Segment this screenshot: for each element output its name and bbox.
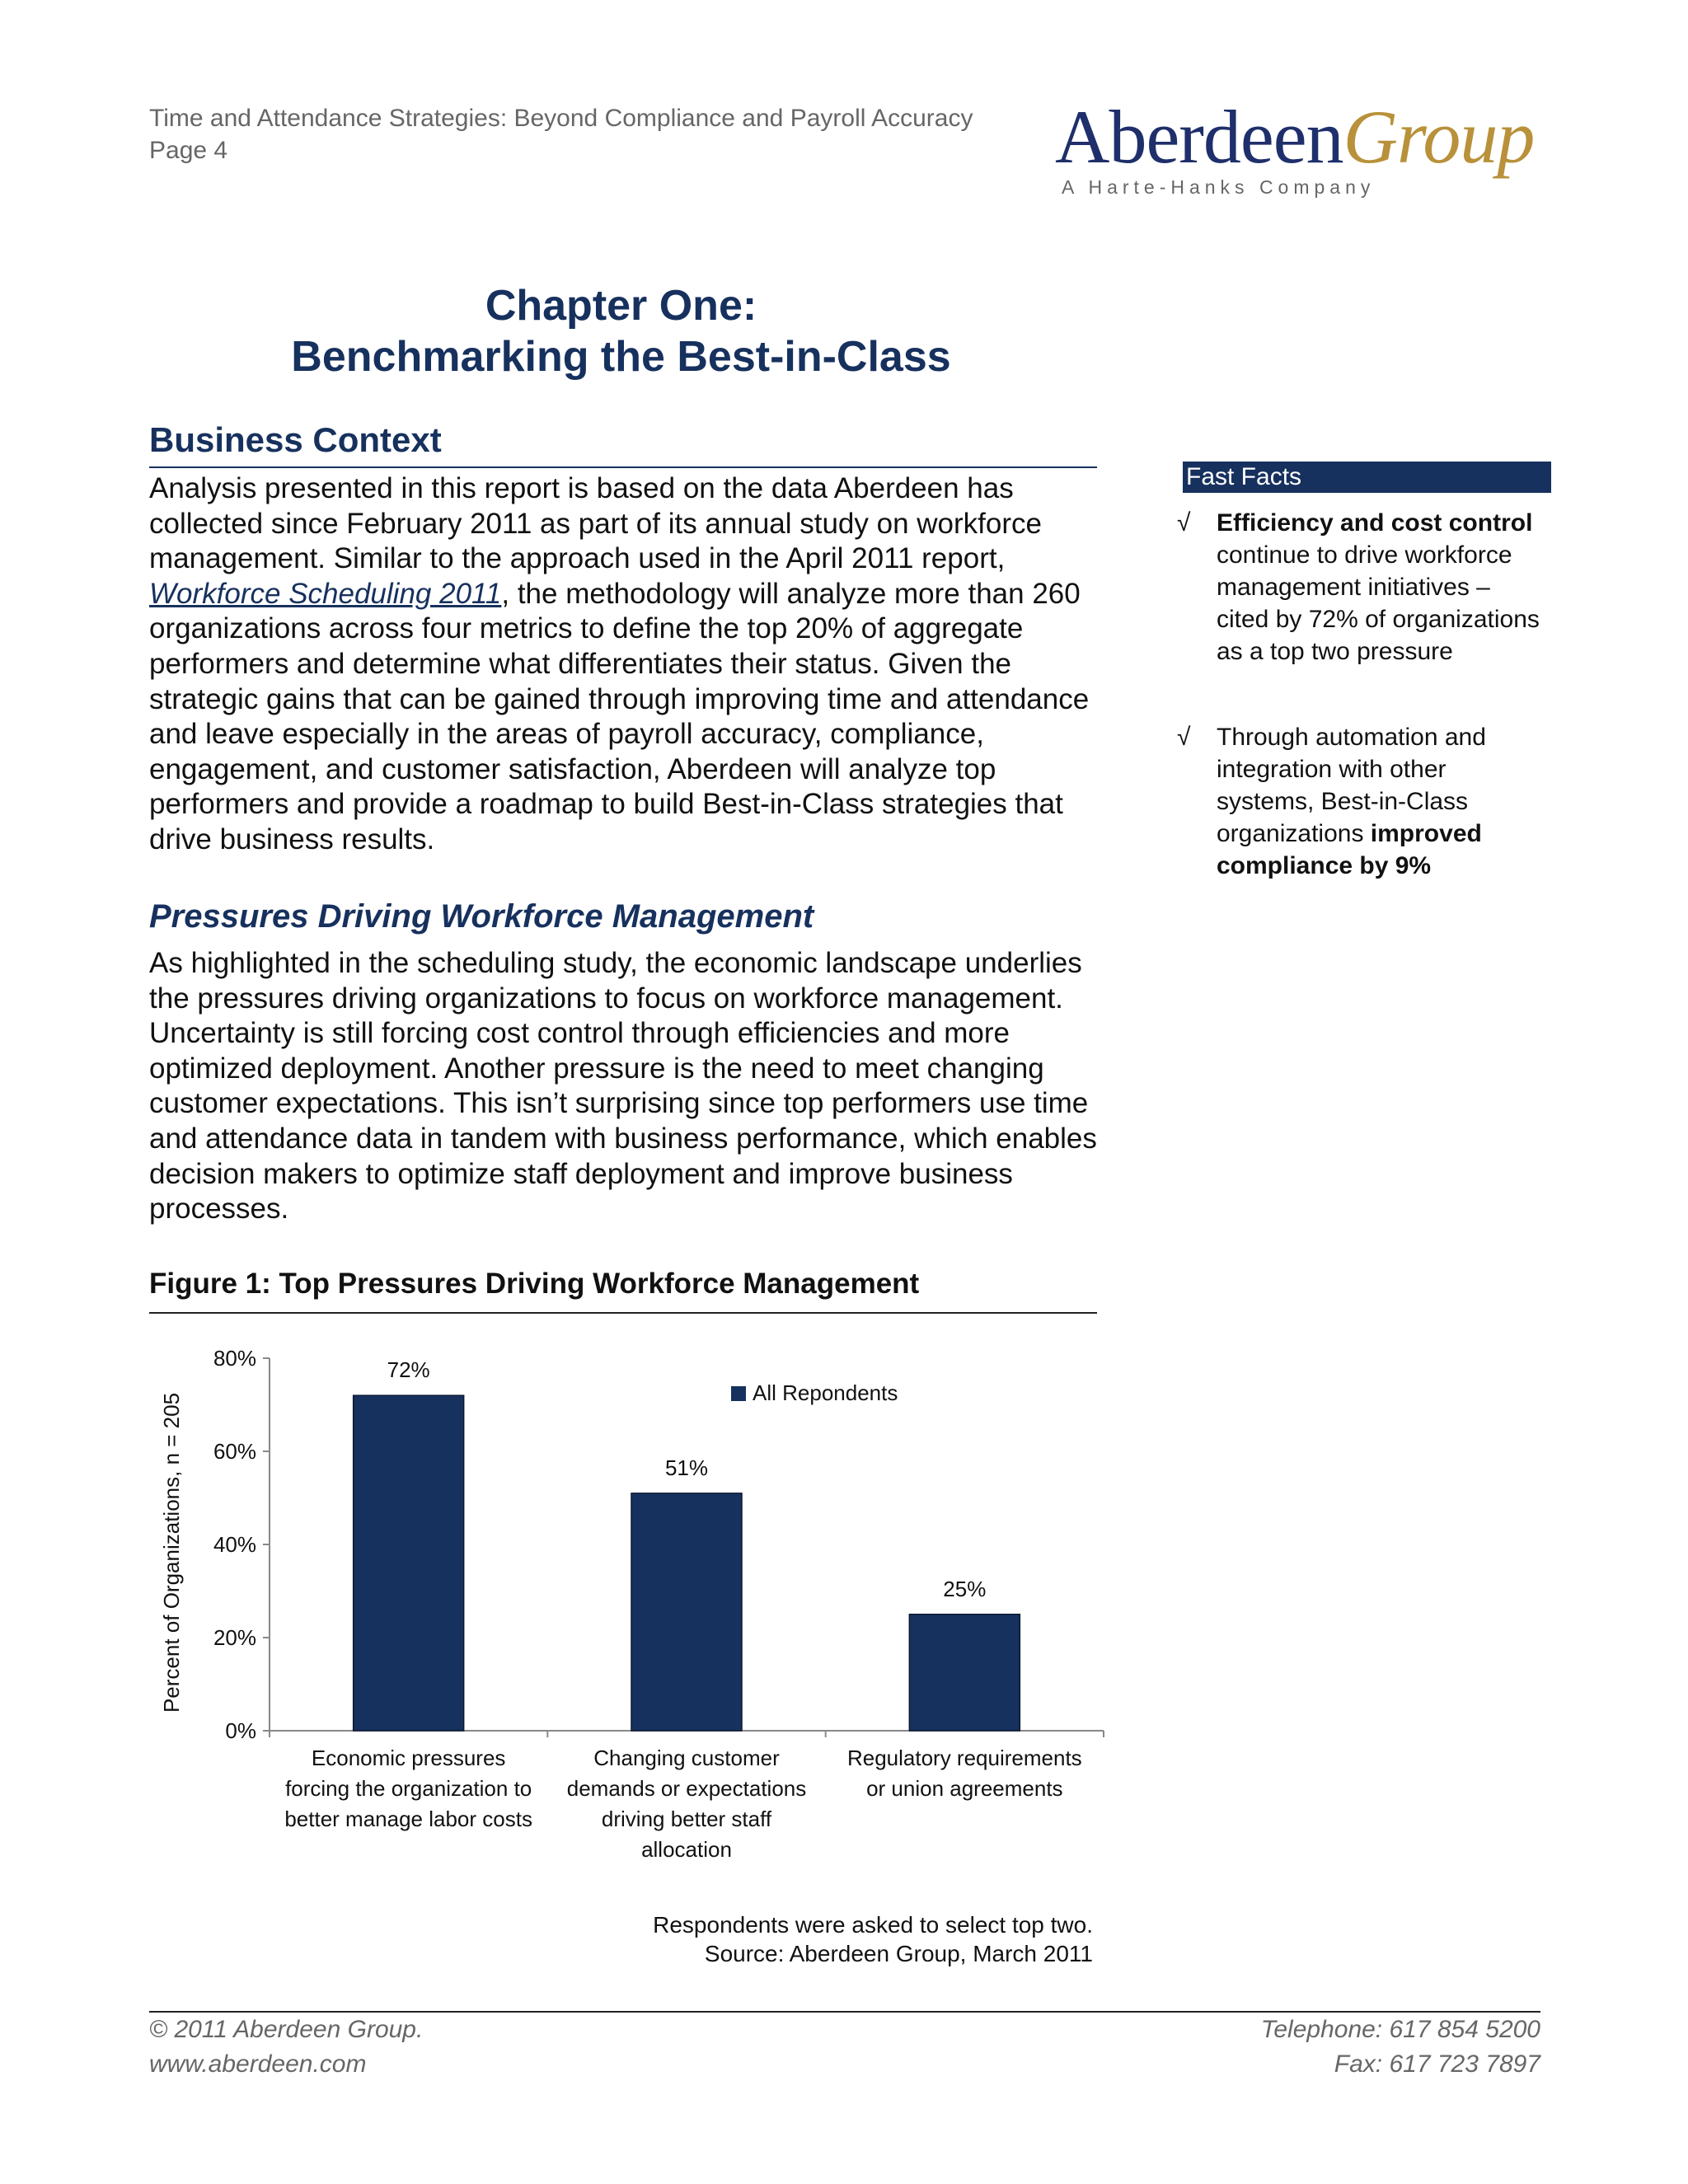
bar-data-label: 51% [664, 1455, 709, 1480]
x-category-label: Regulatory requirements [846, 1746, 1082, 1770]
legend-label: All Repondents [753, 1380, 898, 1405]
logo-word-aberdeen: Aberdeen [1055, 95, 1343, 179]
logo-tagline: A Harte-Hanks Company [1062, 176, 1376, 198]
telephone: Telephone: 617 854 5200 [1260, 2016, 1540, 2043]
y-tick-label: 60% [213, 1439, 256, 1464]
respondents-note: Respondents were asked to select top two. [653, 1912, 1093, 1938]
bar-data-label: 25% [943, 1576, 987, 1601]
paragraph-text: Analysis presented in this report is based on the data Aberdeen has collected since February 2011 as part of its annual study on workforce management. Similar to the approach used in the April 2011 report, [149, 472, 1042, 575]
fast-fact-1 [1177, 507, 1540, 668]
y-axis-title: Percent of Organizations, n = 205 [159, 1392, 184, 1713]
y-tick-label: 0% [225, 1718, 256, 1743]
x-category-label: or union agreements [866, 1776, 1063, 1801]
business-context-heading: Business Context [149, 420, 442, 459]
x-category-label: Changing customer [593, 1746, 780, 1770]
x-category-label: driving better staff [601, 1807, 772, 1831]
check-mark-icon: √ [1177, 724, 1191, 751]
fact-bold-text: Efficiency and cost control [1217, 509, 1533, 537]
legend-swatch [731, 1386, 746, 1401]
business-context-paragraph [149, 471, 1097, 858]
website: www.aberdeen.com [149, 2050, 367, 2078]
fact-text: Through automation and integration with other systems, Best-in-Class organizations [1217, 724, 1486, 847]
page-number: Page 4 [149, 137, 228, 164]
pressures-heading: Pressures Driving Workforce Management [149, 898, 814, 935]
y-tick-label: 20% [213, 1625, 256, 1650]
fast-fact-2 [1177, 721, 1540, 882]
x-category-label: Economic pressures [311, 1746, 506, 1770]
bar-data-label: 72% [387, 1357, 430, 1383]
report-title: Time and Attendance Strategies: Beyond Compliance and Payroll Accuracy [149, 105, 973, 132]
report-header [149, 102, 973, 166]
y-tick-label: 40% [213, 1532, 256, 1557]
pressures-paragraph: As highlighted in the scheduling study, the economic landscape underlies the pressures driving organizations to focus on workforce management. Uncertainty is still forcing cost control through efficiencies and more optimized deployment. Another pressure is the need to meet changing customer expectations. This isn’t surprising since top performers use time and attendance data in tandem with business performance, which enables decision makers to optimize staff deployment and improve business processes. [149, 947, 1097, 1226]
chapter-title [149, 280, 1093, 382]
figure-rule [149, 1312, 1097, 1314]
aberdeen-logo [1055, 95, 1550, 198]
bar-3 [909, 1615, 1020, 1731]
copyright: © 2011 Aberdeen Group. [149, 2016, 424, 2043]
figure-note [577, 1910, 1093, 1968]
fast-facts-title: Fast Facts [1183, 462, 1551, 493]
section-rule [149, 466, 1097, 468]
figure-title: Figure 1: Top Pressures Driving Workforce Management [149, 1268, 920, 1300]
workforce-scheduling-link[interactable]: Workforce Scheduling 2011 [149, 577, 502, 610]
fax: Fax: 617 723 7897 [1334, 2050, 1540, 2078]
x-category-label: allocation [641, 1837, 732, 1862]
chapter-title-line1: Chapter One: [485, 282, 757, 330]
bar-1 [354, 1395, 464, 1731]
x-category-label: better manage labor costs [284, 1807, 532, 1831]
x-category-label: forcing the organization to [285, 1776, 532, 1801]
chapter-title-line2: Benchmarking the Best-in-Class [291, 333, 951, 381]
bar-chart [149, 1335, 1105, 1879]
bar-2 [631, 1493, 742, 1731]
logo-word-group: Group [1343, 95, 1535, 179]
footer-left [149, 2013, 423, 2082]
fact-text: continue to drive workforce management initiatives – cited by 72% of organizations as a top two pressure [1217, 541, 1540, 665]
footer-right [1154, 2013, 1540, 2082]
source-note: Source: Aberdeen Group, March 2011 [704, 1941, 1093, 1966]
check-mark-icon: √ [1177, 509, 1191, 537]
fact-bold-text: improved compliance by 9% [1217, 820, 1482, 879]
y-tick-label: 80% [213, 1346, 256, 1371]
paragraph-text: , the methodology will analyze more than 260 organizations across four metrics to define the top 20% of aggregate performers and determine what differentiates their status. Given the strategic gains that can be gained through improving time and attendance and leave especially in the areas of payroll accuracy, compliance, engagement, and customer satisfaction, Aberdeen will analyze top performers and provide a roadmap to build Best-in-Class strategies that drive business results. [149, 577, 1090, 855]
x-category-label: demands or expectations [566, 1776, 807, 1801]
